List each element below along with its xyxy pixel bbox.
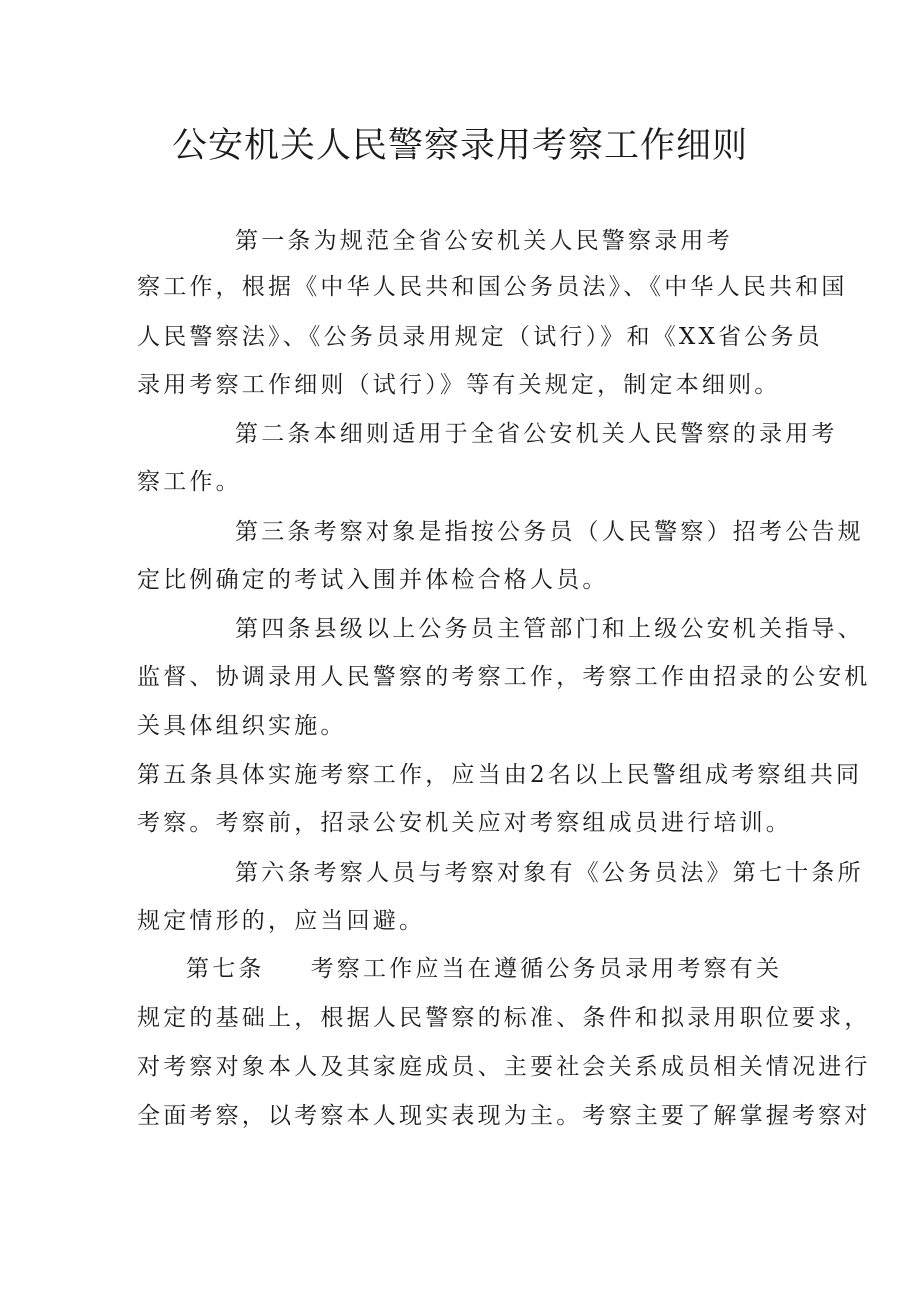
article-4-line-3: 关具体组织实施。 — [137, 713, 347, 739]
article-5-line-1: 第五条具体实施考察工作，应当由2名以上民警组成考察组共同 — [137, 762, 863, 788]
article-2-line-2: 察工作。 — [137, 469, 242, 495]
article-7-line-3: 对考察对象本人及其家庭成员、主要社会关系成员相关情况进行 — [137, 1054, 871, 1080]
article-7-line-1 — [186, 950, 782, 983]
article-3-line-1: 第三条考察对象是指按公务员（人民警察）招考公告规 — [235, 519, 864, 545]
article-3-line-2: 定比例确定的考试入围并体检合格人员。 — [137, 567, 609, 593]
article-7-line-4: 全面考察，以考察本人现实表现为主。考察主要了解掌握考察对 — [137, 1103, 871, 1129]
document-title: 公安机关人民警察录用考察工作细则 — [171, 126, 748, 166]
article-4-line-1: 第四条县级以上公务员主管部门和上级公安机关指导、 — [235, 616, 864, 642]
article-1-line-1: 第一条为规范全省公安机关人民警察录用考 — [235, 228, 733, 254]
article-4-line-2: 监督、协调录用人民警察的考察工作，考察工作由招录的公安机 — [137, 664, 871, 690]
article-6-line-1: 第六条考察人员与考察对象有《公务员法》第七十条所 — [235, 860, 864, 886]
article-1-line-3: 人民警察法》、《公务员录用规定（试行）》和《XX省公务员 — [137, 324, 823, 350]
article-1-line-2: 察工作，根据《中华人民共和国公务员法》、《中华人民共和国 — [137, 274, 848, 300]
article-2-line-1: 第二条本细则适用于全省公安机关人民警察的录用考 — [235, 421, 838, 447]
article-7-line-1-text: 考察工作应当在遵循公务员录用考察有关 — [310, 956, 783, 982]
article-1-line-4: 录用考察工作细则（试行）》等有关规定，制定本细则。 — [137, 372, 781, 398]
article-7-line-2: 规定的基础上，根据人民警察的标准、条件和拟录用职位要求， — [137, 1005, 871, 1031]
article-7-number: 第七条 — [186, 956, 265, 982]
article-5-line-2: 考察。考察前，招录公安机关应对考察组成员进行培训。 — [137, 810, 792, 836]
article-6-line-2: 规定情形的，应当回避。 — [137, 908, 426, 934]
